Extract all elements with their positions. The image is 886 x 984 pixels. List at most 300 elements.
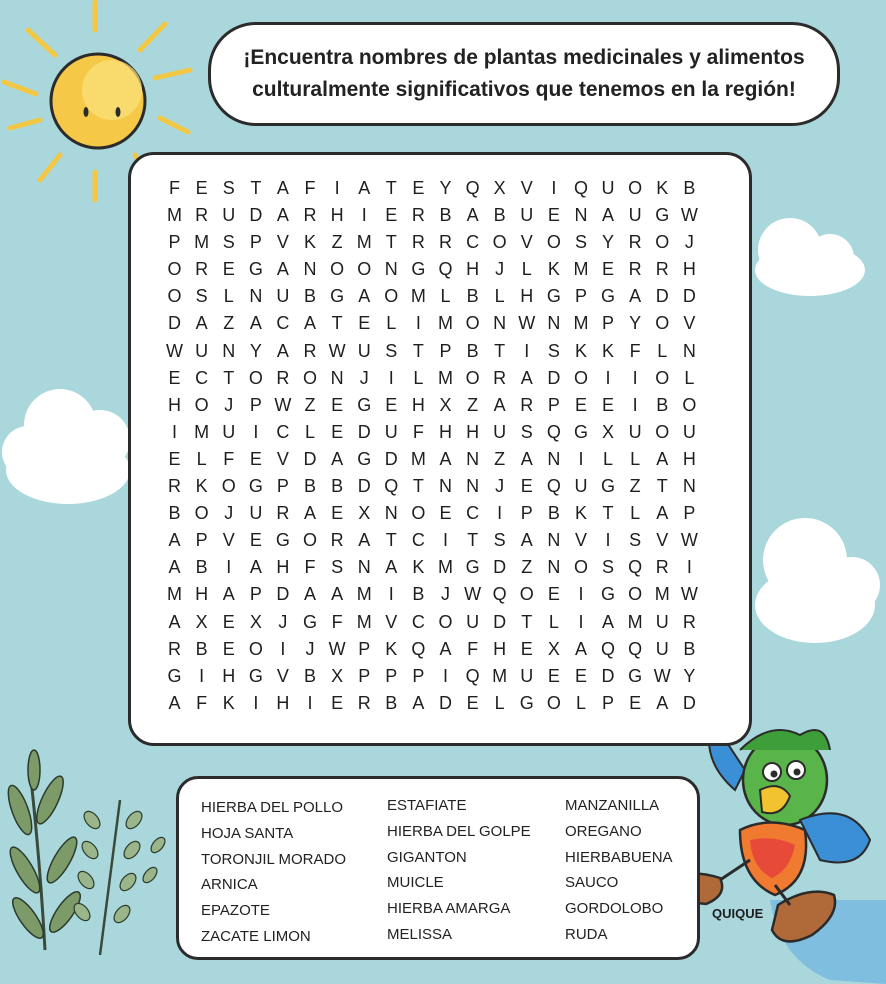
grid-letter[interactable]: O [682, 394, 697, 415]
grid-letter[interactable]: A [331, 448, 344, 469]
grid-letter[interactable]: L [684, 367, 695, 388]
grid-letter[interactable]: F [467, 638, 479, 659]
grid-letter[interactable]: O [546, 692, 561, 713]
grid-letter[interactable]: T [223, 367, 235, 388]
grid-letter[interactable]: I [415, 313, 421, 334]
grid-letter[interactable]: V [276, 665, 289, 686]
grid-letter[interactable]: G [248, 259, 263, 280]
grid-letter[interactable]: P [249, 394, 262, 415]
grid-letter[interactable]: V [520, 232, 533, 253]
grid-letter[interactable]: F [629, 340, 641, 361]
grid-letter[interactable]: Z [467, 394, 479, 415]
grid-letter[interactable]: X [602, 421, 615, 442]
grid-letter[interactable]: X [547, 638, 560, 659]
grid-letter[interactable]: U [628, 421, 642, 442]
grid-letter[interactable]: L [603, 448, 614, 469]
grid-letter[interactable]: Q [546, 421, 561, 442]
grid-letter[interactable]: G [573, 421, 588, 442]
grid-letter[interactable]: E [547, 665, 560, 686]
grid-letter[interactable]: P [602, 313, 615, 334]
grid-letter[interactable]: A [304, 584, 317, 605]
grid-letter[interactable]: R [520, 394, 534, 415]
grid-letter[interactable]: B [683, 638, 696, 659]
grid-letter[interactable]: A [358, 530, 371, 551]
grid-letter[interactable]: J [224, 503, 234, 524]
grid-letter[interactable]: B [168, 503, 181, 524]
grid-letter[interactable]: D [276, 584, 290, 605]
grid-letter[interactable]: E [222, 638, 235, 659]
grid-letter[interactable]: A [222, 584, 235, 605]
grid-letter[interactable]: E [331, 503, 344, 524]
grid-letter[interactable]: D [493, 557, 507, 578]
grid-letter[interactable]: R [411, 205, 425, 226]
grid-letter[interactable]: Q [546, 476, 561, 497]
grid-letter[interactable]: X [331, 665, 344, 686]
grid-letter[interactable]: I [497, 503, 503, 524]
grid-letter[interactable]: F [223, 448, 235, 469]
grid-letter[interactable]: A [304, 313, 317, 334]
grid-letter[interactable]: H [330, 205, 344, 226]
grid-letter[interactable]: R [628, 232, 642, 253]
grid-letter[interactable]: U [520, 205, 534, 226]
grid-letter[interactable]: C [276, 421, 290, 442]
grid-letter[interactable]: G [357, 394, 372, 415]
grid-letter[interactable]: S [222, 178, 235, 198]
grid-letter[interactable]: R [655, 259, 669, 280]
grid-letter[interactable]: E [547, 205, 560, 226]
grid-letter[interactable]: L [630, 448, 641, 469]
grid-letter[interactable]: E [439, 503, 452, 524]
grid-letter[interactable]: V [683, 313, 696, 334]
grid-letter[interactable]: R [682, 611, 696, 632]
grid-letter[interactable]: A [439, 448, 452, 469]
grid-letter[interactable]: A [358, 178, 371, 198]
grid-letter[interactable]: Y [249, 340, 262, 361]
grid-letter[interactable]: D [493, 611, 507, 632]
grid-letter[interactable]: V [276, 232, 289, 253]
grid-letter[interactable]: L [223, 286, 234, 307]
grid-letter[interactable]: M [194, 232, 210, 253]
grid-letter[interactable]: G [167, 665, 182, 686]
grid-letter[interactable]: O [411, 503, 426, 524]
grid-letter[interactable]: B [304, 665, 317, 686]
grid-letter[interactable]: A [168, 611, 181, 632]
grid-letter[interactable]: C [466, 503, 480, 524]
grid-letter[interactable]: E [385, 205, 398, 226]
grid-letter[interactable]: G [655, 205, 670, 226]
grid-letter[interactable]: A [276, 259, 289, 280]
grid-letter[interactable]: R [195, 205, 209, 226]
grid-letter[interactable]: A [520, 448, 533, 469]
grid-letter[interactable]: O [519, 584, 534, 605]
grid-letter[interactable]: R [303, 340, 317, 361]
grid-letter[interactable]: K [574, 340, 587, 361]
grid-letter[interactable]: O [492, 232, 507, 253]
grid-letter[interactable]: F [169, 178, 181, 198]
grid-letter[interactable]: H [438, 421, 452, 442]
grid-letter[interactable]: T [331, 313, 343, 334]
grid-letter[interactable]: S [385, 340, 398, 361]
grid-letter[interactable]: A [412, 692, 425, 713]
grid-letter[interactable]: A [602, 611, 615, 632]
grid-letter[interactable]: S [602, 557, 615, 578]
grid-letter[interactable]: Z [521, 557, 533, 578]
grid-letter[interactable]: N [547, 530, 561, 551]
grid-letter[interactable]: G [601, 476, 616, 497]
grid-letter[interactable]: A [656, 692, 669, 713]
grid-letter[interactable]: R [303, 205, 317, 226]
grid-letter[interactable]: E [222, 611, 235, 632]
grid-letter[interactable]: B [493, 205, 506, 226]
grid-letter[interactable]: M [573, 259, 589, 280]
grid-letter[interactable]: D [682, 692, 696, 713]
grid-letter[interactable]: H [682, 448, 696, 469]
grid-letter[interactable]: C [276, 313, 290, 334]
grid-letter[interactable]: U [384, 421, 398, 442]
grid-letter[interactable]: G [303, 611, 318, 632]
grid-letter[interactable]: U [493, 421, 507, 442]
grid-letter[interactable]: G [330, 286, 345, 307]
grid-letter[interactable]: Q [384, 476, 399, 497]
grid-letter[interactable]: N [682, 340, 696, 361]
grid-letter[interactable]: E [385, 394, 398, 415]
grid-letter[interactable]: D [357, 476, 371, 497]
grid-letter[interactable]: W [680, 530, 698, 551]
grid-letter[interactable]: G [411, 259, 426, 280]
grid-letter[interactable]: X [439, 394, 452, 415]
grid-letter[interactable]: I [253, 421, 259, 442]
grid-letter[interactable]: I [361, 205, 367, 226]
grid-letter[interactable]: K [195, 476, 208, 497]
grid-letter[interactable]: R [357, 692, 371, 713]
grid-letter[interactable]: I [605, 367, 611, 388]
grid-letter[interactable]: F [304, 557, 316, 578]
grid-letter[interactable]: K [656, 178, 669, 198]
grid-letter[interactable]: O [194, 394, 209, 415]
grid-letter[interactable]: A [168, 692, 181, 713]
grid-letter[interactable]: Q [438, 259, 453, 280]
grid-letter[interactable]: I [253, 692, 259, 713]
grid-letter[interactable]: G [601, 286, 616, 307]
grid-letter[interactable]: K [385, 638, 398, 659]
grid-letter[interactable]: A [602, 205, 615, 226]
grid-letter[interactable]: O [655, 232, 670, 253]
grid-letter[interactable]: B [195, 557, 208, 578]
grid-letter[interactable]: I [578, 584, 584, 605]
grid-letter[interactable]: J [440, 584, 450, 605]
grid-letter[interactable]: Q [411, 638, 426, 659]
grid-letter[interactable]: I [442, 530, 448, 551]
grid-letter[interactable]: B [304, 286, 317, 307]
grid-letter[interactable]: W [680, 205, 698, 226]
grid-letter[interactable]: T [494, 340, 506, 361]
grid-letter[interactable]: L [521, 259, 532, 280]
grid-letter[interactable]: H [411, 394, 425, 415]
grid-letter[interactable]: B [547, 503, 560, 524]
grid-letter[interactable]: R [411, 232, 425, 253]
grid-letter[interactable]: V [520, 178, 533, 198]
grid-letter[interactable]: E [520, 638, 533, 659]
grid-letter[interactable]: L [494, 286, 505, 307]
grid-letter[interactable]: M [194, 421, 210, 442]
grid-letter[interactable]: E [222, 259, 235, 280]
grid-letter[interactable]: S [222, 232, 235, 253]
grid-letter[interactable]: E [602, 394, 615, 415]
grid-letter[interactable]: U [249, 503, 263, 524]
grid-letter[interactable]: P [520, 503, 533, 524]
grid-letter[interactable]: W [680, 584, 698, 605]
grid-letter[interactable]: H [222, 665, 236, 686]
grid-letter[interactable]: P [602, 692, 615, 713]
grid-letter[interactable]: N [222, 340, 236, 361]
grid-letter[interactable]: K [304, 232, 317, 253]
grid-letter[interactable]: V [222, 530, 235, 551]
grid-letter[interactable]: E [331, 394, 344, 415]
grid-letter[interactable]: I [578, 611, 584, 632]
grid-letter[interactable]: I [334, 178, 340, 198]
grid-letter[interactable]: J [224, 394, 234, 415]
grid-letter[interactable]: B [331, 476, 344, 497]
grid-letter[interactable]: G [248, 665, 263, 686]
grid-letter[interactable]: W [328, 638, 346, 659]
grid-letter[interactable]: Z [629, 476, 641, 497]
grid-letter[interactable]: P [547, 394, 560, 415]
grid-letter[interactable]: B [304, 476, 317, 497]
grid-letter[interactable]: T [385, 232, 397, 253]
grid-letter[interactable]: I [388, 584, 394, 605]
grid-letter[interactable]: G [628, 665, 643, 686]
grid-letter[interactable]: I [524, 340, 530, 361]
grid-letter[interactable]: R [438, 232, 452, 253]
grid-letter[interactable]: O [628, 584, 643, 605]
grid-letter[interactable]: Y [629, 313, 642, 334]
grid-letter[interactable]: N [330, 367, 344, 388]
grid-letter[interactable]: I [632, 367, 638, 388]
grid-letter[interactable]: G [465, 557, 480, 578]
grid-letter[interactable]: D [655, 286, 669, 307]
grid-letter[interactable]: P [385, 665, 398, 686]
grid-letter[interactable]: P [574, 286, 587, 307]
grid-letter[interactable]: D [601, 665, 615, 686]
grid-letter[interactable]: U [655, 611, 669, 632]
grid-letter[interactable]: O [655, 367, 670, 388]
grid-letter[interactable]: F [412, 421, 424, 442]
grid-letter[interactable]: M [356, 611, 372, 632]
grid-letter[interactable]: T [602, 503, 614, 524]
grid-letter[interactable]: C [195, 367, 209, 388]
grid-letter[interactable]: T [412, 340, 424, 361]
grid-letter[interactable]: I [388, 367, 394, 388]
grid-letter[interactable]: B [466, 340, 479, 361]
grid-letter[interactable]: H [168, 394, 182, 415]
grid-letter[interactable]: H [520, 286, 534, 307]
grid-letter[interactable]: I [686, 557, 692, 578]
grid-letter[interactable]: M [167, 205, 183, 226]
grid-letter[interactable]: S [520, 421, 533, 442]
grid-letter[interactable]: W [653, 665, 671, 686]
grid-letter[interactable]: G [248, 476, 263, 497]
grid-letter[interactable]: U [276, 286, 290, 307]
grid-letter[interactable]: E [168, 448, 181, 469]
grid-letter[interactable]: U [601, 178, 615, 198]
grid-letter[interactable]: U [628, 205, 642, 226]
grid-letter[interactable]: O [357, 259, 372, 280]
grid-letter[interactable]: N [384, 259, 398, 280]
grid-letter[interactable]: G [275, 530, 290, 551]
grid-letter[interactable]: K [574, 503, 587, 524]
grid-letter[interactable]: B [466, 286, 479, 307]
grid-letter[interactable]: O [303, 367, 318, 388]
grid-letter[interactable]: L [657, 340, 668, 361]
grid-letter[interactable]: Z [304, 394, 316, 415]
grid-letter[interactable]: D [682, 286, 696, 307]
grid-letter[interactable]: P [358, 665, 371, 686]
grid-letter[interactable]: N [547, 557, 561, 578]
grid-letter[interactable]: J [278, 611, 288, 632]
grid-letter[interactable]: L [413, 367, 424, 388]
grid-letter[interactable]: R [628, 259, 642, 280]
grid-letter[interactable]: X [249, 611, 262, 632]
grid-letter[interactable]: G [519, 692, 534, 713]
grid-letter[interactable]: A [439, 638, 452, 659]
grid-letter[interactable]: O [438, 611, 453, 632]
grid-letter[interactable]: V [385, 611, 398, 632]
grid-letter[interactable]: A [520, 367, 533, 388]
grid-letter[interactable]: O [384, 286, 399, 307]
grid-letter[interactable]: Z [223, 313, 235, 334]
grid-letter[interactable]: D [357, 421, 371, 442]
grid-letter[interactable]: L [548, 611, 559, 632]
grid-letter[interactable]: Q [465, 665, 480, 686]
grid-letter[interactable]: C [411, 530, 425, 551]
grid-letter[interactable]: M [654, 584, 670, 605]
grid-letter[interactable]: Q [628, 557, 643, 578]
grid-letter[interactable]: E [249, 448, 262, 469]
grid-letter[interactable]: O [628, 178, 643, 198]
grid-letter[interactable]: W [328, 340, 346, 361]
grid-letter[interactable]: G [546, 286, 561, 307]
grid-letter[interactable]: M [573, 313, 589, 334]
grid-letter[interactable]: A [629, 286, 642, 307]
grid-letter[interactable]: O [221, 476, 236, 497]
grid-letter[interactable]: O [330, 259, 345, 280]
grid-letter[interactable]: A [249, 557, 262, 578]
grid-letter[interactable]: L [575, 692, 586, 713]
grid-letter[interactable]: S [574, 232, 587, 253]
grid-letter[interactable]: H [276, 692, 290, 713]
grid-letter[interactable]: T [467, 530, 479, 551]
grid-letter[interactable]: M [410, 448, 426, 469]
grid-letter[interactable]: O [248, 367, 263, 388]
grid-letter[interactable]: N [466, 476, 480, 497]
grid-letter[interactable]: B [656, 394, 669, 415]
grid-letter[interactable]: P [439, 340, 452, 361]
grid-letter[interactable]: B [385, 692, 398, 713]
grid-letter[interactable]: V [656, 530, 669, 551]
grid-letter[interactable]: S [547, 340, 560, 361]
grid-letter[interactable]: E [520, 476, 533, 497]
grid-letter[interactable]: T [385, 178, 397, 198]
grid-letter[interactable]: R [168, 476, 182, 497]
grid-letter[interactable]: O [655, 421, 670, 442]
grid-letter[interactable]: A [331, 584, 344, 605]
grid-letter[interactable]: N [249, 286, 263, 307]
grid-letter[interactable]: H [466, 259, 480, 280]
grid-letter[interactable]: M [410, 286, 426, 307]
grid-letter[interactable]: W [464, 584, 482, 605]
grid-letter[interactable]: E [358, 313, 371, 334]
grid-letter[interactable]: I [632, 394, 638, 415]
grid-letter[interactable]: E [195, 178, 208, 198]
grid-letter[interactable]: E [412, 178, 425, 198]
grid-letter[interactable]: O [167, 286, 182, 307]
grid-letter[interactable]: A [574, 638, 587, 659]
grid-letter[interactable]: S [331, 557, 344, 578]
grid-letter[interactable]: Z [331, 232, 343, 253]
grid-letter[interactable]: A [520, 530, 533, 551]
grid-letter[interactable]: Y [439, 178, 452, 198]
grid-letter[interactable]: L [494, 692, 505, 713]
grid-letter[interactable]: M [437, 367, 453, 388]
grid-letter[interactable]: J [495, 259, 505, 280]
grid-letter[interactable]: H [466, 421, 480, 442]
grid-letter[interactable]: E [602, 259, 615, 280]
grid-letter[interactable]: A [656, 503, 669, 524]
grid-letter[interactable]: U [357, 340, 371, 361]
grid-letter[interactable]: L [386, 313, 397, 334]
grid-letter[interactable]: B [412, 584, 425, 605]
grid-letter[interactable]: S [493, 530, 506, 551]
grid-letter[interactable]: J [359, 367, 369, 388]
grid-letter[interactable]: Q [601, 638, 616, 659]
grid-letter[interactable]: R [330, 530, 344, 551]
grid-letter[interactable]: U [466, 611, 480, 632]
grid-letter[interactable]: R [655, 557, 669, 578]
grid-letter[interactable]: P [358, 638, 371, 659]
grid-letter[interactable]: I [226, 557, 232, 578]
grid-letter[interactable]: O [655, 313, 670, 334]
grid-letter[interactable]: F [331, 611, 343, 632]
grid-letter[interactable]: G [601, 584, 616, 605]
grid-letter[interactable]: B [683, 178, 696, 198]
grid-letter[interactable]: O [167, 259, 182, 280]
grid-letter[interactable]: K [412, 557, 425, 578]
grid-letter[interactable]: O [303, 530, 318, 551]
grid-letter[interactable]: U [222, 421, 236, 442]
grid-letter[interactable]: T [250, 178, 262, 198]
grid-letter[interactable]: W [166, 340, 184, 361]
grid-letter[interactable]: U [222, 205, 236, 226]
grid-letter[interactable]: Y [602, 232, 615, 253]
grid-letter[interactable]: L [630, 503, 641, 524]
grid-letter[interactable]: K [602, 340, 615, 361]
grid-letter[interactable]: F [196, 692, 208, 713]
grid-letter[interactable]: A [276, 340, 289, 361]
grid-letter[interactable]: A [466, 205, 479, 226]
grid-letter[interactable]: T [412, 476, 424, 497]
grid-letter[interactable]: T [521, 611, 533, 632]
grid-letter[interactable]: E [574, 665, 587, 686]
grid-letter[interactable]: D [547, 367, 561, 388]
grid-letter[interactable]: O [194, 503, 209, 524]
grid-letter[interactable]: M [437, 557, 453, 578]
grid-letter[interactable]: H [276, 557, 290, 578]
grid-letter[interactable]: Q [628, 638, 643, 659]
grid-letter[interactable]: A [276, 205, 289, 226]
grid-letter[interactable]: E [249, 530, 262, 551]
grid-letter[interactable]: O [573, 367, 588, 388]
grid-letter[interactable]: E [331, 692, 344, 713]
